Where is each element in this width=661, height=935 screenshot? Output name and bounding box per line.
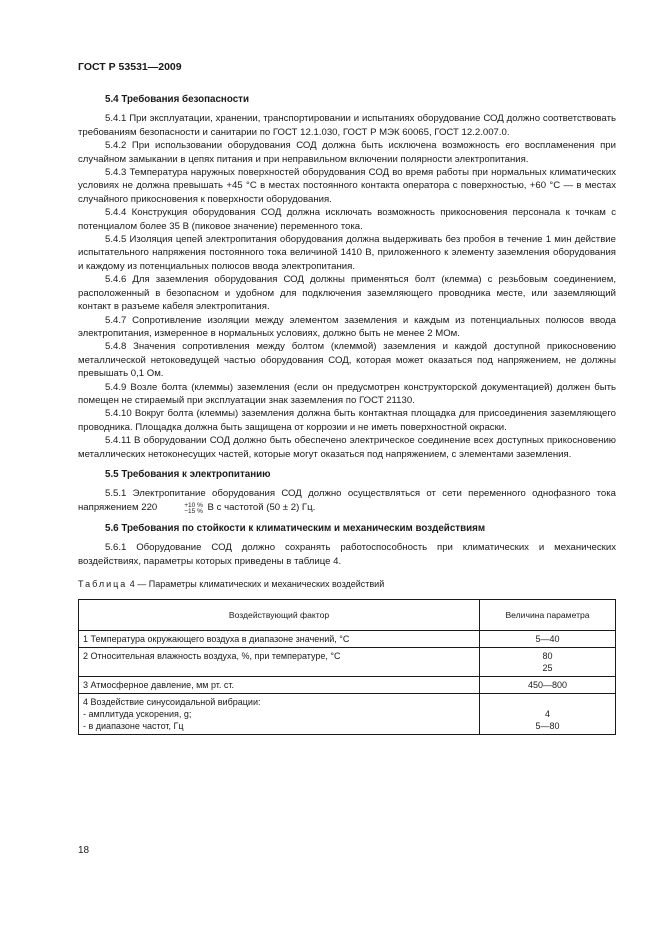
cell-line: 1 Температура окружающего воздуха в диапазоне значений, °С	[83, 634, 350, 645]
table-row	[79, 631, 616, 648]
document-code: ГОСТ Р 53531—2009	[78, 61, 182, 73]
paragraph-power	[78, 487, 616, 514]
paragraph: 5.4.6 Для заземления оборудования СОД должны применяться болт (клемма) с резьбовым соединением, расположенный в безопасном и удобном для подключения заземляющего проводника месте, или заземляющий контакт в разъеме кабеля электропитания.	[78, 274, 616, 313]
page-number: 18	[78, 845, 90, 856]
cell-line: 5—40	[535, 634, 560, 645]
section-title-climatic: 5.6 Требования по стойкости к климатическим и механическим воздействиям	[105, 522, 486, 534]
paragraph: 5.4.9 Возле болта (клеммы) заземления (если он предусмотрен конструкторской документацией) должен быть помещен не стираемый при эксплуатации знак заземления по ГОСТ 21130.	[78, 381, 616, 406]
voltage-tolerance	[157, 503, 203, 515]
power-text-before: 5.5.1 Электропитание оборудования СОД должно осуществляться от сети переменного однофазного тока напряжением 220	[78, 488, 616, 513]
paragraph: 5.4.5 Изоляция цепей электропитания оборудования должна выдерживать без пробоя в течение 1 мин действие испытательного напряжения постоянного тока величиной 1410 В, приложенного к элементу заземления оборудования и каждому из потенциальных полюсов ввода электропитания.	[78, 234, 616, 272]
column-header-factor: Воздействующий фактор	[79, 600, 480, 631]
value-cell	[480, 677, 616, 694]
factor-cell	[79, 631, 480, 648]
tolerance-plus: +10 %	[184, 501, 203, 509]
cell-line: 5—80	[535, 721, 560, 732]
table-caption-word: Таблица	[78, 579, 128, 589]
table-caption	[78, 578, 616, 591]
factor-cell	[79, 648, 480, 677]
paragraph: 5.4.8 Значения сопротивления между болтом (клеммой) заземления и каждой доступной прикосновению металлической нетоковедущей частью оборудования СОД, которая может оказаться под напряжением, не должны превышать 0,1 Ом.	[78, 341, 616, 380]
section-title-safety: 5.4 Требования безопасности	[105, 94, 249, 105]
value-cell	[480, 648, 616, 677]
table-row	[79, 677, 616, 694]
tolerance-minus: −15 %	[184, 507, 203, 515]
cell-line: 25	[542, 663, 553, 674]
paragraph: 5.4.3 Температура наружных поверхностей оборудования СОД во время работы при нормальных климатических условиях не должна превышать +45 °С в местах постоянного контакта оператора с поверхностью, +60 °С — в местах случайного прикосновения к поверхности оборудования.	[78, 167, 616, 205]
cell-line: 4 Воздействие синусоидальной вибрации:	[83, 697, 261, 708]
table-row	[79, 694, 616, 735]
cell-line	[484, 696, 611, 708]
cell-line: 80	[542, 651, 553, 662]
paragraph: 5.4.1 При эксплуатации, хранении, транспортировании и испытаниях оборудование СОД должно соответствовать требованиям безопасности и санитарии по ГОСТ 12.1.030, ГОСТ Р МЭК 60065, ГОСТ 12.2.007.0.	[78, 113, 616, 138]
paragraph: 5.4.4 Конструкция оборудования СОД должна исключать возможность прикосновения персонала к точкам с потенциалом более 35 В (пиковое значение) переменного тока.	[78, 207, 616, 232]
column-header-value: Величина параметра	[480, 600, 616, 631]
cell-line: 450—800	[527, 680, 568, 691]
power-text-after: В с частотой (50 ± 2) Гц.	[204, 501, 316, 513]
page-content	[78, 93, 616, 735]
paragraph: 5.4.7 Сопротивление изоляции между элементом заземления и каждым из потенциальных полюсов ввода электропитания, измеренное в нормальных условиях, должно быть не менее 2 МОм.	[78, 314, 616, 339]
parameters-table	[78, 599, 616, 735]
cell-line: 4	[544, 709, 550, 720]
table-row	[79, 648, 616, 677]
paragraph: 5.4.2 При использовании оборудования СОД должна быть исключена возможность его воспламенения при случайном замыкании в цепях питания и при неправильном включении полярности электропитания.	[78, 140, 616, 165]
section-title-power: 5.5 Требования к электропитанию	[105, 468, 271, 480]
factor-cell	[79, 677, 480, 694]
cell-line: - в диапазоне частот, Гц	[83, 721, 184, 732]
cell-line: - амплитуда ускорения, g;	[83, 709, 192, 720]
paragraph: 5.4.10 Вокруг болта (клеммы) заземления должна быть контактная площадка для присоединения заземляющего проводника. Площадка должна быть защищена от коррозии и не иметь поверхностной окраски.	[78, 408, 616, 433]
paragraph-climatic: 5.6.1 Оборудование СОД должно сохранять работоспособность при климатических и механических воздействиях, параметры которых приведены в таблице 4.	[78, 542, 616, 567]
value-cell	[480, 631, 616, 648]
value-cell	[480, 694, 616, 735]
safety-paragraphs	[78, 112, 616, 461]
table-caption-text: 4 — Параметры климатических и механических воздействий	[127, 579, 385, 589]
cell-line: 3 Атмосферное давление, мм рт. ст.	[83, 680, 235, 691]
cell-line: 2 Относительная влажность воздуха, %, при температуре, °С	[83, 651, 341, 662]
paragraph: 5.4.11 В оборудовании СОД должно быть обеспечено электрическое соединение всех доступных прикосновению металлических нетоконесущих частей, которые могут оказаться под напряжением, с элементами заземления.	[78, 435, 616, 460]
factor-cell	[79, 694, 480, 735]
table-header-row	[79, 600, 616, 631]
